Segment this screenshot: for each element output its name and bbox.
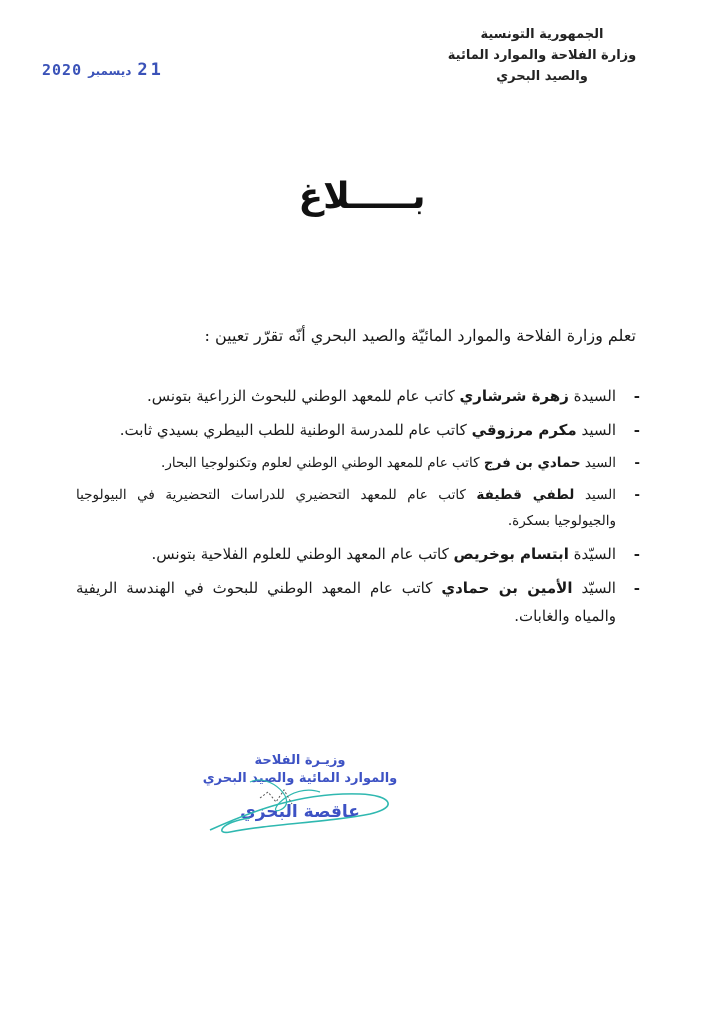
appointment-item xyxy=(76,416,640,444)
list-dash: - xyxy=(633,545,640,563)
appointments-list xyxy=(76,382,640,636)
list-dash: - xyxy=(634,487,640,503)
letterhead-republic: الجمهورية التونسية xyxy=(480,27,604,42)
signatory-name: عاقصة البحزي xyxy=(240,802,360,822)
appointment-text: كاتب عام المعهد الوطني للبحوث في الهندسة الريفية والمياه والغابات. xyxy=(76,579,616,625)
appointee-name: الأمين بن حمادي xyxy=(441,579,573,597)
letterhead-ministry: وزارة الفلاحة والموارد المائية xyxy=(447,48,637,63)
date-stamp-year: 2020 xyxy=(42,61,83,79)
appointment-item xyxy=(76,482,640,534)
appointment-text: كاتب عام للمعهد الوطني الوطني لعلوم وتكنولوجيا البحار. xyxy=(161,455,484,471)
appointment-prefix: السيدة xyxy=(568,387,616,405)
appointment-prefix: السيد xyxy=(576,421,616,439)
date-stamp-day: 21 xyxy=(137,60,164,80)
letterhead-ministry-cont: والصيد البحري xyxy=(496,69,588,84)
signature-scribble-icon xyxy=(190,752,410,852)
list-dash: - xyxy=(634,455,640,471)
appointment-text: كاتب عام للمدرسة الوطنية للطب البيطري بسيدي ثابت. xyxy=(119,421,472,439)
appointee-name: ابتسام بوخريص xyxy=(453,545,569,563)
appointment-text: كاتب عام المعهد الوطني للعلوم الفلاحية بتونس. xyxy=(151,545,454,563)
appointment-prefix: السيد xyxy=(574,487,617,503)
stamp-title: وزيـرة الفلاحة xyxy=(254,753,346,768)
stamp-ministry: والموارد المائية والصيد البحري xyxy=(202,771,398,786)
appointee-name: حمادي بن فرج xyxy=(483,455,581,471)
appointee-name: لطفي قطيفة xyxy=(476,487,575,503)
list-dash: - xyxy=(633,387,640,405)
appointment-prefix: السيد xyxy=(580,455,616,471)
appointment-prefix: السيّدة xyxy=(568,545,616,563)
date-stamp-month: ديسمبر xyxy=(88,64,132,78)
intro-paragraph: تعلم وزارة الفلاحة والموارد المائيّة والصيد البحري أنّه تقرّر تعيين : xyxy=(204,326,636,345)
appointment-prefix: السيّد xyxy=(572,579,616,597)
signature-stamp xyxy=(190,752,410,852)
appointment-item xyxy=(76,574,640,630)
list-dash: - xyxy=(633,579,640,597)
appointee-name: زهرة شرشاري xyxy=(459,387,569,405)
appointment-item xyxy=(76,450,640,476)
appointment-text: كاتب عام للمعهد التحضيري للدراسات التحضيرية في البيولوجيا والجيولوجيا بسكرة. xyxy=(76,487,616,529)
letterhead xyxy=(412,24,672,87)
appointment-item xyxy=(76,540,640,568)
list-dash: - xyxy=(633,421,640,439)
appointee-name: مكرم مرزوقي xyxy=(471,421,577,439)
appointment-text: كاتب عام للمعهد الوطني للبحوث الزراعية بتونس. xyxy=(146,387,460,405)
date-stamp xyxy=(42,60,164,80)
appointment-item xyxy=(76,382,640,410)
document-title: بـــــلاغ xyxy=(298,176,426,217)
